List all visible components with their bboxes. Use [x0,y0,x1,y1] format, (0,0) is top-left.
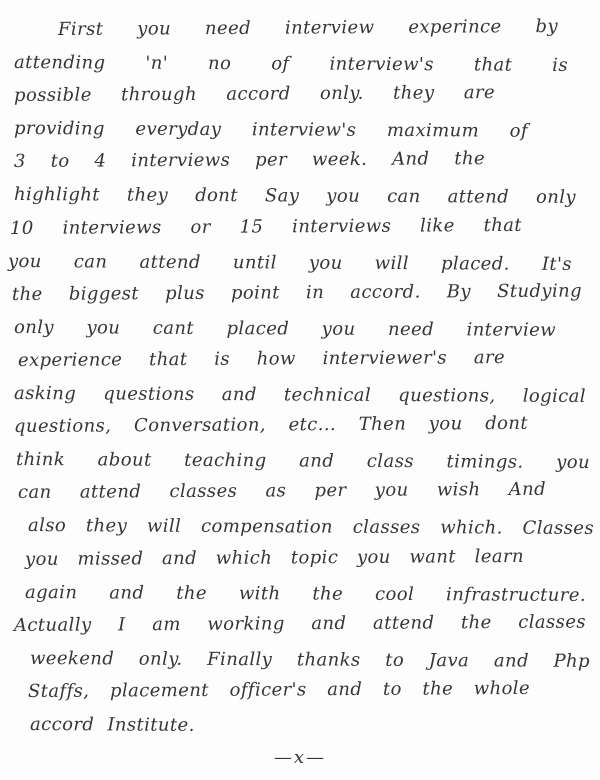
closing-mark: —x— [273,747,327,769]
note-line: think about teaching and class timings. you [15,449,591,474]
note-line: attending 'n' no of interview's that is [13,52,569,76]
note-line: weekend only. Finally thanks to Java and Php [29,647,591,672]
note-line: you can attend until you will placed. It's [7,250,573,275]
note-line: asking questions and technical questions, logical [13,383,587,408]
note-line: providing everyday interview's maximum of [13,118,529,142]
note-line: only you cant placed you need interview [13,316,557,341]
note-line: First you need interview experince by [57,15,559,40]
note-line: also they will compensation classes which. Classes [27,515,595,540]
note-line: accord Institute. [29,713,195,736]
note-line: the biggest plus point in accord. By Studying [11,280,583,305]
note-line: highlight they dont Say you can attend only [13,184,577,209]
note-line: 3 to 4 interviews per week. And the [13,148,486,173]
note-line: possible through accord only. they are [13,82,496,107]
note-line: Staffs, placement officer's and to the whole [27,677,531,702]
note-line: questions, Conversation, etc... Then you dont [13,412,529,438]
note-line: again and the with the cool infrastructure. [24,581,587,606]
note-line: you missed and which topic you want learn [24,545,525,570]
note-line: can attend classes as per you wish And [17,479,547,504]
note-line: 10 interviews or 15 interviews like that [9,214,523,239]
note-line: experience that is how interviewer's are [17,346,506,371]
note-line: Actually I am working and attend the classes [13,611,587,636]
